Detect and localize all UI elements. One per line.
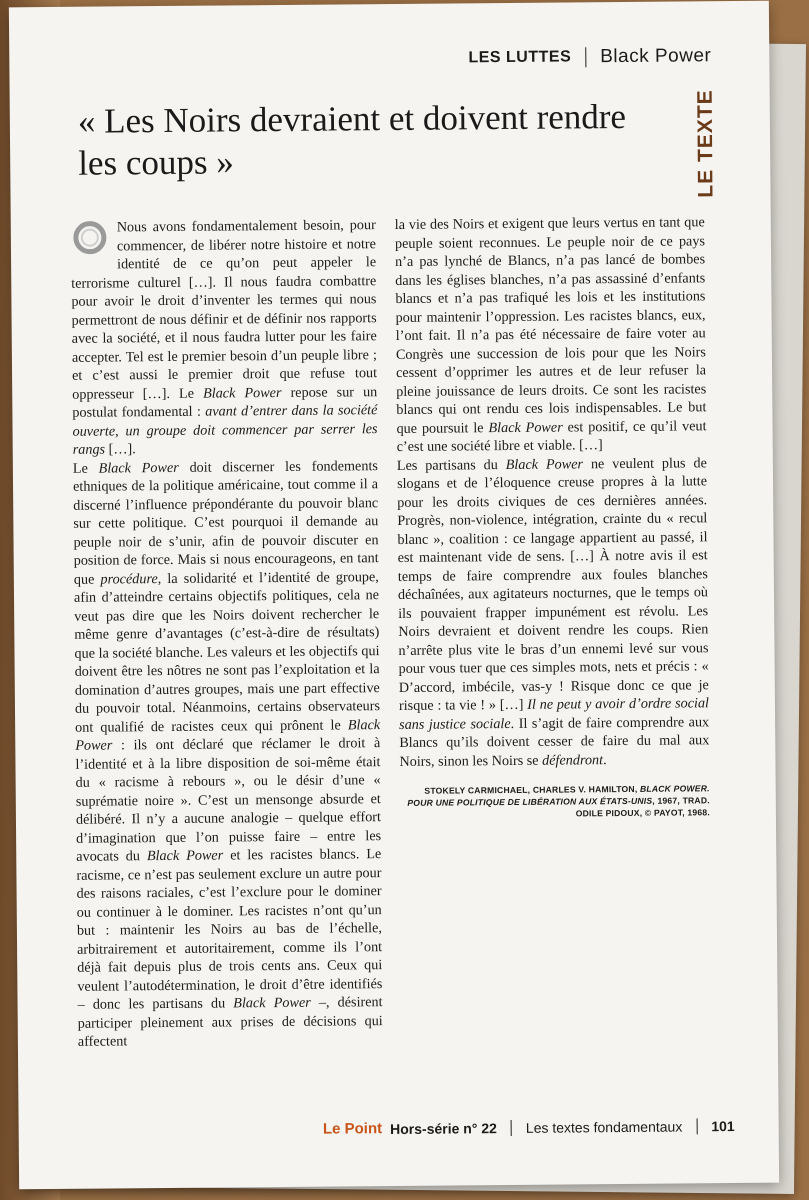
text-run: doit discerner les fondements ethniques de la politique américaine, tout comme il a discerné l’influence prépondérante du pouvoir blanc sur cette politique. C’est pourquoi il demande au peuple noir de s’unir, afin de pouvoir discuter en position de force. Mais si nous encourageons, en tant que — [72, 457, 379, 588]
text-run: et les racistes blancs. Le racisme, ce n’est pas seulement exclure un autre pour des raisons raciales, c’est l’exclure pour le dominer ou continuer à le dominer. Les racistes n’ont qu’un but : maintenir les Noirs au bas de l’échelle, arbitrairement et autoritairement, comme ils l’ont déjà fait depuis plus de trois cents ans. Ceux qui veulent l’autodétermination, le droit d’être identifiés – donc les partisans du — [76, 846, 383, 1013]
paragraph-1 — [71, 216, 378, 459]
text-run: Les partisans du — [396, 456, 506, 474]
dropcap-o-icon — [71, 218, 111, 256]
text-run: repose sur un postulat fondamental : — [72, 383, 378, 421]
topic-label: Black Power — [600, 45, 712, 68]
text-run-italic: Black Power — [146, 847, 224, 865]
text-run-italic: Il ne peut y avoir d’ordre social sans justice sociale — [399, 695, 710, 733]
footer-divider — [511, 1119, 512, 1135]
text-run: . Il s’agit de faire comprendre aux Blancs qu’ils doivent cesser de faire du mal aux Noirs, sinon les Noirs se — [399, 713, 710, 770]
credit-run-italic: BLACK POWER. POUR UNE POLITIQUE DE LIBÉRATION AUX ÉTATS-UNIS — [407, 783, 710, 808]
page-number: 101 — [711, 1117, 735, 1134]
text-run: : ils ont déclaré que réclamer le droit à l’identité et à la libre disposition de soi-même était du « racisme à rebours », ou le désir d’une « suprématie noire ». C’est un mensonge absurde et délibéré. Il n’y a aucune analogie – quelque effort d’imagination que l’on puisse faire – entre les avocats du — [75, 735, 382, 865]
text-run: la vie des Noirs et exigent que leurs vertus en tant que peuple soient reconnues. Le peuple noir de ce pays n’a pas lynché de Blancs, n’a pas lancé de bombes dans les églises blanches, n’a pas assassiné d’enfants blancs et n’a pas trafiqué les lois et les institutions pour maintenir l’oppression. Les racistes blancs, eux, l’ont fait. Il n’a pas été nécessaire de faire voter au Congrès une succession de lois pour que les Noirs cessent d’opprimer les autres et de leur refuser la pleine jouissance de leurs droits. Ce sont les racistes blancs qui ont rendu ces lois indispensables. Le but que poursuit le — [394, 214, 707, 437]
text-run: […]. — [104, 441, 136, 458]
text-run-italic: Black Power — [488, 419, 563, 436]
series-label: Les textes fondamentaux — [525, 1118, 683, 1136]
text-run-italic: Black Power — [233, 994, 311, 1012]
text-run: Nous avons fondamentalement besoin, pour commencer, de libérer notre histoire et notre identité de ce qu’on peut appeler le terrorisme culturel […]. Il nous faudra combattre pour avoir le droit d’inventer les termes qui nous permettront de nous définir et de définir nos rapports avec la société, et il nous faudra lutter pour les faire accepter. Tel est le premier besoin d’un peuple libre ; et c’est aussi le premier droit que refuse tout oppresseur […]. Le — [71, 217, 378, 403]
text-column-left — [71, 216, 383, 1051]
paragraph-2 — [73, 457, 383, 1052]
magazine-page — [9, 1, 779, 1190]
text-run: est positif, ce qu’il veut c’est une société libre et viable. […] — [396, 417, 707, 455]
text-run-italic: défendront — [542, 751, 604, 769]
text-run-italic: procédure — [100, 570, 158, 588]
text-run-italic: Black Power — [75, 716, 381, 754]
paragraph-4 — [397, 454, 710, 771]
text-run-italic: avant d’entrer dans la société ouverte, un groupe doit commencer par serrer les rangs — [72, 402, 378, 458]
credit-run: , 1967, TRAD. ODILE PIDOUX, © PAYOT, 1968. — [575, 795, 710, 819]
page-header — [468, 45, 711, 69]
credit-run: STOKELY CARMICHAEL, CHARLES V. HAMILTON, — [424, 783, 641, 796]
text-run: –, désirent participer pleinement aux prises de décisions qui affectent — [77, 994, 383, 1050]
side-tab-label: LE TEXTE — [693, 89, 718, 198]
issue-label: Hors-série n° 22 — [390, 1119, 497, 1137]
text-run: , la solidarité et l’identité de groupe, afin d’atteindre certains objectifs politiques, cela ne veut pas dire que les Noirs doivent rechercher le même genre d’avantages (c’est-à-dire de résultats) que la société blanche. Les valeurs et les objectifs qui doivent être les nôtres ne sont pas l’exploitation et la domination d’autres groupes, mais une part effective du pouvoir total. Néanmoins, certains observateurs ont qualifié de racistes ceux qui prônent le — [73, 568, 381, 736]
text-column-right — [395, 213, 710, 821]
magazine-brand: Le Point — [322, 1120, 383, 1138]
article-title: « Les Noirs devraient et doivent rendre les coups » — [77, 96, 627, 183]
text-run-italic: Black Power — [202, 384, 282, 402]
header-divider — [585, 47, 586, 67]
footer-divider — [696, 1118, 697, 1134]
text-run: ne veulent plus de slogans et de l’éloquence creuse propres à la lutte pour les droits civiques de ces dernières années. Progrès, non-violence, intégration, crainte du « recul blanc », coalition : ce langage appartient au passé, il est maintenant vide de sens. […] À notre avis il est temps de faire comprendre aux foules blanches déchaînées, aux agitateurs nocturnes, que le temps où ils pouvaient frapper impunément est révolu. Les Noirs devraient et doivent rendre les coups. Rien n’arrête plus vite le bras d’un ennemi levé sur vous pour vous tuer que ces simples mots, nets et précis : « D’accord, imbécile, vas-y ! Risque donc ce que je risque : ta vie ! » […] — [396, 454, 709, 714]
page-footer — [323, 1117, 735, 1138]
text-run-italic: Black Power — [505, 455, 584, 473]
text-run-italic: Black Power — [98, 459, 179, 477]
source-credit — [400, 782, 710, 821]
text-run: . — [603, 751, 607, 768]
paragraph-3 — [395, 213, 707, 456]
text-run: Le — [72, 460, 99, 477]
section-label: LES LUTTES — [468, 48, 572, 67]
